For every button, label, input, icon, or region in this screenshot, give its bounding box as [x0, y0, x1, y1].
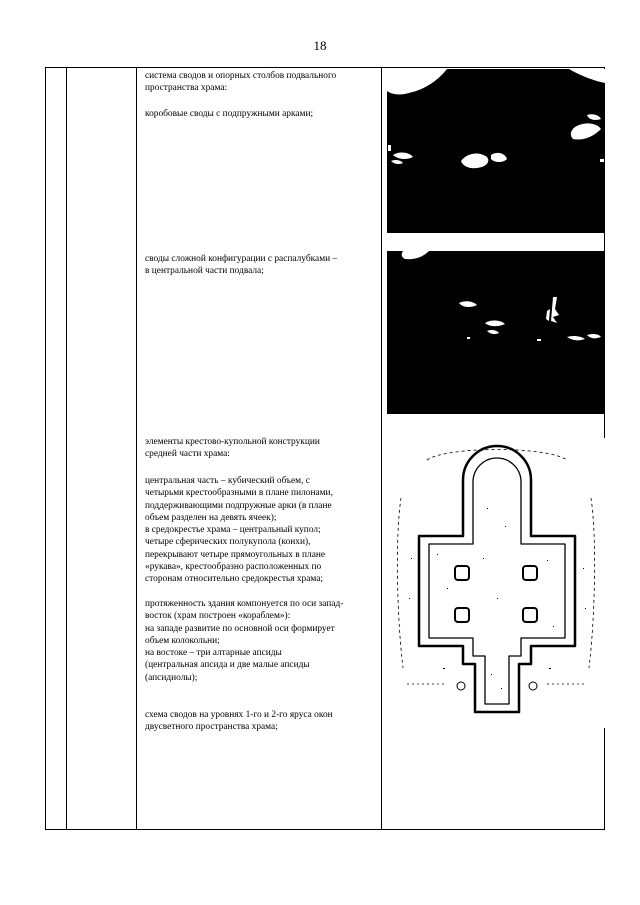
text-line: восток (храм построен «кораблем»): — [145, 611, 291, 622]
text-line: четыре сферических полукупола (конхи), — [145, 537, 311, 548]
text-block-central-part — [145, 475, 379, 586]
text-block-vault-scheme — [145, 709, 379, 734]
photo-central-basement-vaults — [387, 251, 605, 414]
photo-basement-box-vaults — [387, 69, 605, 233]
text-line: на востоке – три алтарные апсиды — [145, 648, 282, 659]
text-line: протяженность здания компонуется по оси запад- — [145, 599, 344, 609]
text-line: (центральная апсида и две малые апсиды — [145, 660, 310, 671]
text-line: четырьмя крестообразными в плане пилонами, — [145, 488, 333, 499]
column-divider — [136, 68, 137, 829]
church-floor-plan — [387, 438, 605, 728]
text-block-complex-vaults — [145, 253, 379, 278]
text-line: сторонам относительно средокрестья храма; — [145, 574, 324, 585]
church-floor-plan-drawing — [387, 438, 605, 728]
text-block-cross-dome — [145, 436, 379, 461]
text-line: система сводов и опорных столбов подвального — [145, 71, 337, 81]
document-table — [45, 67, 605, 830]
photo-basement-box-vaults-image — [387, 69, 605, 233]
text-line: своды сложной конфигурации с распалубками – — [145, 254, 338, 264]
text-line: средней части храма: — [145, 449, 230, 460]
text-line: в центральной части подвала; — [145, 266, 264, 277]
text-line: пространства храма: — [145, 83, 228, 94]
text-line: на западе развитие по основной оси формирует — [145, 623, 335, 634]
text-line: (апсидиолы); — [145, 672, 198, 683]
text-line: в средокрестье храма – центральный купол; — [145, 525, 321, 536]
text-line: схема сводов на уровнях 1-го и 2-го яруса окон — [145, 710, 333, 720]
text-line: «рукава», крестообразно расположенных по — [145, 562, 322, 573]
text-block-basement-vaults — [145, 70, 379, 95]
text-line: двусветного пространства храма; — [145, 722, 278, 733]
text-line: объем разделен на девять ячеек); — [145, 512, 277, 523]
text-line: центральная часть – кубический объем, с — [145, 476, 310, 486]
text-line: поддерживающими подпружные арки (в плане — [145, 500, 332, 511]
photo-central-basement-vaults-image — [387, 251, 605, 414]
text-line: объем колокольни; — [145, 635, 220, 646]
text-line: перекрывают четыре прямоугольных в плане — [145, 549, 326, 560]
text-block-axis — [145, 598, 379, 684]
text-line: коробовые своды с подпружными арками; — [145, 109, 314, 119]
text-block-box-vaults — [145, 108, 379, 120]
column-divider — [66, 68, 67, 829]
text-line: элементы крестово-купольной конструкции — [145, 437, 320, 447]
page-number: 18 — [313, 38, 327, 53]
column-divider — [381, 68, 382, 829]
